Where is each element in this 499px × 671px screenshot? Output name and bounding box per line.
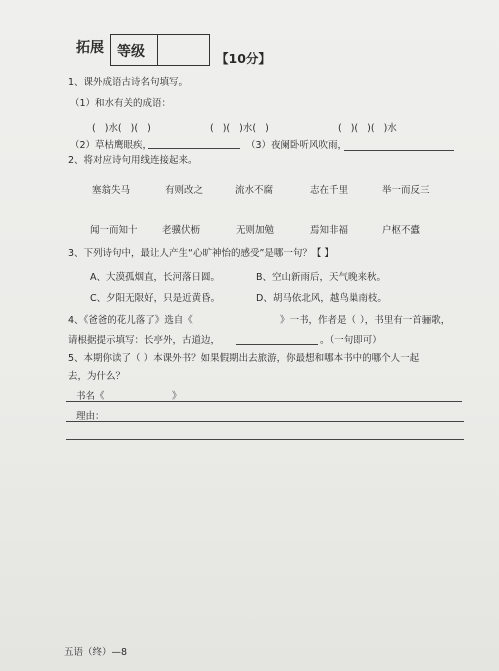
q5-book-close: 》	[172, 391, 182, 402]
q2-bottom-item-2: 老骥伏枥	[162, 225, 201, 236]
q1-sub2-answer-line	[148, 148, 240, 149]
q5-reason-label: 理由：	[76, 411, 105, 422]
q2-top-item-2: 有则改之	[165, 185, 204, 196]
q2-top-item-1: 塞翁失马	[92, 185, 131, 196]
q1-sub1-label: （1）和水有关的成语：	[70, 98, 172, 109]
q1-blank-group-1: ( )水( )( )	[92, 123, 151, 134]
q2-bottom-item-3: 无则加勉	[236, 225, 275, 236]
q3-title: 3、下列诗句中，最让人产生“心旷神怡的感受”是哪一句？【 】	[68, 248, 334, 259]
score-label: 【10分】	[216, 51, 271, 66]
q3-option-b: B、空山新雨后，天气晚来秋。	[256, 272, 387, 283]
q1-sub3-answer-line	[344, 150, 454, 151]
q2-bottom-item-4: 焉知非福	[310, 225, 349, 236]
q4-line1-b: 》一书，作者是（	[280, 315, 357, 326]
q1-blank-group-3: ( )( )( )水	[338, 123, 397, 134]
q4-line2-a: 请根据提示填写：长亭外，古道边，	[68, 335, 221, 346]
q5-book-line	[66, 401, 462, 402]
q2-title: 2、将对应诗句用线连接起来。	[68, 155, 198, 166]
q3-option-c: C、夕阳无限好，只是近黄昏。	[90, 293, 221, 304]
q2-bottom-item-1: 闻一而知十	[90, 225, 138, 236]
q2-top-item-4: 志在千里	[310, 185, 349, 196]
q1-blank-group-2: ( )( )水( )	[210, 123, 269, 134]
q3-option-a: A、大漠孤烟直，长河落日圆。	[90, 272, 220, 283]
q3-option-d: D、胡马依北风，越鸟巢南枝。	[256, 293, 387, 304]
q5-line2: 去，为什么？	[68, 371, 126, 382]
q2-bottom-item-5: 户枢不蠹	[382, 225, 421, 236]
section-title: 拓展	[76, 40, 104, 56]
q1-title: 1、课外成语古诗名句填写。	[68, 77, 189, 88]
q2-top-item-3: 流水不腐	[235, 185, 274, 196]
q4-line1-c: ），书里有一首骊歌，	[360, 315, 451, 326]
q5-book-label: 书名《	[76, 391, 105, 402]
q4-answer-line	[236, 344, 318, 345]
q1-sub2-label: （2）草枯鹰眼疾，	[70, 140, 153, 151]
grade-label: 等级	[117, 44, 145, 60]
q5-reason-line-1	[66, 421, 464, 422]
q4-line2-b: 。（一句即可）	[320, 335, 382, 346]
q2-top-item-5: 举一而反三	[382, 185, 430, 196]
q1-sub3-label: （3）夜阑卧听风吹雨，	[246, 140, 348, 151]
q5-line1: 5、本期你读了（ ）本课外书？如果假期出去旅游，你最想和哪本书中的哪个人一起	[68, 353, 420, 364]
q5-reason-line-2	[66, 439, 464, 440]
page-footer: 五语（终）—8	[64, 647, 128, 658]
q4-line1-a: 4、《爸爸的花儿落了》选自《	[68, 315, 193, 326]
